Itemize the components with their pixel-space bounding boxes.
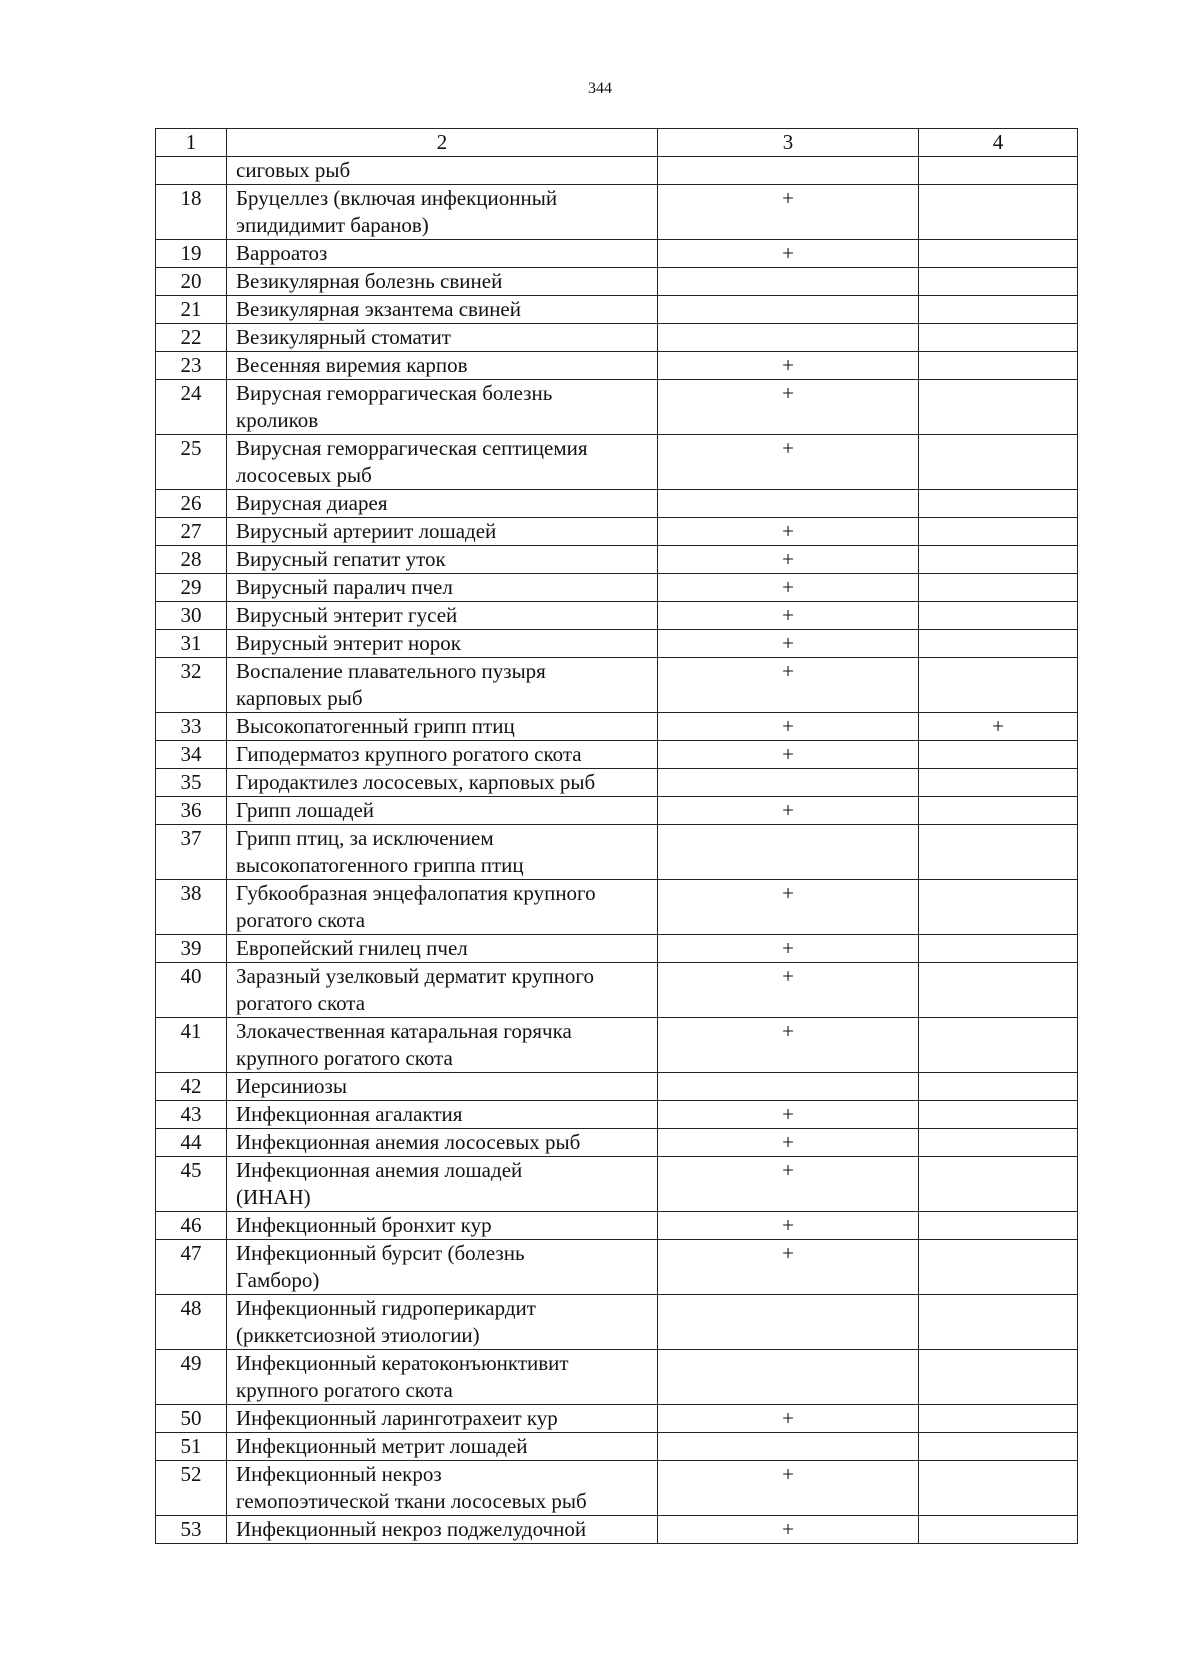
table-row <box>156 1018 1078 1073</box>
column-3-mark: + <box>658 1018 919 1073</box>
table-row <box>156 1157 1078 1212</box>
disease-name-line: Инфекционный ларинготрахеит кур <box>236 1406 558 1430</box>
column-3-mark: + <box>658 880 919 935</box>
column-3-mark: + <box>658 546 919 574</box>
disease-name-line: Весенняя виремия карпов <box>236 353 468 377</box>
disease-name-line: Бруцеллез (включая инфекционный <box>236 186 558 210</box>
table-row <box>156 546 1078 574</box>
disease-name <box>227 185 658 240</box>
table-row <box>156 797 1078 825</box>
row-number: 39 <box>156 935 227 963</box>
column-3-mark: + <box>658 185 919 240</box>
disease-name-line: Везикулярная болезнь свиней <box>236 269 503 293</box>
table-row <box>156 1240 1078 1295</box>
disease-name-line: кроликов <box>236 408 319 432</box>
disease-name-line: Грипп птиц, за исключением <box>236 826 494 850</box>
column-4-mark <box>919 574 1078 602</box>
disease-name-line: Иерсиниозы <box>236 1074 347 1098</box>
column-4-mark <box>919 1516 1078 1544</box>
column-3-mark: + <box>658 630 919 658</box>
column-4-mark <box>919 602 1078 630</box>
row-number: 32 <box>156 658 227 713</box>
disease-name <box>227 1516 658 1544</box>
disease-name-line: Инфекционная анемия лошадей <box>236 1158 523 1182</box>
column-3-mark <box>658 1073 919 1101</box>
column-3-mark: + <box>658 1405 919 1433</box>
column-4-mark <box>919 157 1078 185</box>
table-row <box>156 630 1078 658</box>
table-row <box>156 574 1078 602</box>
disease-name <box>227 324 658 352</box>
column-3-mark: + <box>658 963 919 1018</box>
table-row <box>156 185 1078 240</box>
column-4-mark <box>919 658 1078 713</box>
column-3-mark: + <box>658 658 919 713</box>
disease-name-line: карповых рыб <box>236 686 363 710</box>
disease-name-line: лососевых рыб <box>236 463 372 487</box>
column-4-mark <box>919 1073 1078 1101</box>
column-4-mark <box>919 741 1078 769</box>
table-header-row <box>156 129 1078 157</box>
column-4-mark <box>919 630 1078 658</box>
disease-table <box>155 128 1078 1544</box>
disease-name <box>227 1018 658 1073</box>
row-number: 37 <box>156 825 227 880</box>
table-row <box>156 713 1078 741</box>
row-number: 40 <box>156 963 227 1018</box>
table-row <box>156 157 1078 185</box>
column-3-mark: + <box>658 741 919 769</box>
row-number: 30 <box>156 602 227 630</box>
disease-name-line: Злокачественная катаральная горячка <box>236 1019 572 1043</box>
column-4-mark <box>919 1129 1078 1157</box>
disease-name <box>227 518 658 546</box>
disease-name <box>227 1157 658 1212</box>
column-4-mark <box>919 935 1078 963</box>
column-3-mark: + <box>658 1101 919 1129</box>
column-3-mark: + <box>658 797 919 825</box>
row-number: 22 <box>156 324 227 352</box>
disease-name <box>227 797 658 825</box>
table-row <box>156 1405 1078 1433</box>
disease-name-line: Грипп лошадей <box>236 798 374 822</box>
row-number: 28 <box>156 546 227 574</box>
disease-name <box>227 1405 658 1433</box>
column-3-mark: + <box>658 380 919 435</box>
column-3-mark: + <box>658 352 919 380</box>
column-4-mark <box>919 268 1078 296</box>
disease-name <box>227 658 658 713</box>
disease-name-line: Вирусный гепатит уток <box>236 547 446 571</box>
disease-name-line: Инфекционная анемия лососевых рыб <box>236 1130 581 1154</box>
disease-name-line: Вирусный энтерит норок <box>236 631 461 655</box>
disease-name <box>227 1240 658 1295</box>
column-3-mark: + <box>658 1212 919 1240</box>
disease-name <box>227 380 658 435</box>
disease-name-line: Вирусный энтерит гусей <box>236 603 458 627</box>
row-number: 24 <box>156 380 227 435</box>
column-3-mark: + <box>658 435 919 490</box>
disease-name-line: Вирусная геморрагическая септицемия <box>236 436 588 460</box>
disease-name-line: крупного рогатого скота <box>236 1046 453 1070</box>
disease-name-line: Вирусная геморрагическая болезнь <box>236 381 553 405</box>
disease-name <box>227 157 658 185</box>
row-number: 42 <box>156 1073 227 1101</box>
row-number: 23 <box>156 352 227 380</box>
column-4-mark <box>919 1433 1078 1461</box>
disease-name <box>227 490 658 518</box>
page-number: 344 <box>588 80 612 97</box>
column-4-mark <box>919 797 1078 825</box>
row-number: 25 <box>156 435 227 490</box>
disease-name-line: Вирусный артериит лошадей <box>236 519 497 543</box>
column-header-4: 4 <box>919 129 1078 157</box>
row-number: 51 <box>156 1433 227 1461</box>
table-row <box>156 825 1078 880</box>
disease-name <box>227 1073 658 1101</box>
table-row <box>156 518 1078 546</box>
table-row <box>156 1350 1078 1405</box>
column-3-mark: + <box>658 518 919 546</box>
column-3-mark: + <box>658 713 919 741</box>
disease-name-line: Высокопатогенный грипп птиц <box>236 714 515 738</box>
table-row <box>156 324 1078 352</box>
column-3-mark <box>658 324 919 352</box>
column-3-mark <box>658 490 919 518</box>
table-row <box>156 268 1078 296</box>
column-4-mark <box>919 185 1078 240</box>
column-4-mark <box>919 490 1078 518</box>
column-4-mark: + <box>919 713 1078 741</box>
column-4-mark <box>919 435 1078 490</box>
column-3-mark: + <box>658 574 919 602</box>
row-number: 26 <box>156 490 227 518</box>
table-row <box>156 1295 1078 1350</box>
column-3-mark: + <box>658 602 919 630</box>
disease-name-line: Инфекционный бурсит (болезнь <box>236 1241 525 1265</box>
disease-name-line: Инфекционный некроз <box>236 1462 442 1486</box>
disease-name-line: (риккетсиозной этиологии) <box>236 1323 480 1347</box>
column-4-mark <box>919 1101 1078 1129</box>
disease-name-line: рогатого скота <box>236 908 366 932</box>
disease-name-line: крупного рогатого скота <box>236 1378 453 1402</box>
disease-name <box>227 1212 658 1240</box>
table-row <box>156 296 1078 324</box>
table-row <box>156 1101 1078 1129</box>
disease-name-line: Инфекционный гидроперикардит <box>236 1296 536 1320</box>
column-4-mark <box>919 1405 1078 1433</box>
column-3-mark <box>658 769 919 797</box>
disease-name-line: Инфекционная агалактия <box>236 1102 463 1126</box>
row-number: 46 <box>156 1212 227 1240</box>
table-row <box>156 741 1078 769</box>
disease-name-line: (ИНАН) <box>236 1185 311 1209</box>
table-row <box>156 1516 1078 1544</box>
column-3-mark: + <box>658 1157 919 1212</box>
table-row <box>156 435 1078 490</box>
disease-name-line: Гамборо) <box>236 1268 320 1292</box>
column-3-mark: + <box>658 1516 919 1544</box>
disease-name-line: Инфекционный некроз поджелудочной <box>236 1517 587 1541</box>
column-4-mark <box>919 1461 1078 1516</box>
disease-name-line: Вирусный паралич пчел <box>236 575 453 599</box>
disease-name-line: Варроатоз <box>236 241 328 265</box>
column-header-1: 1 <box>156 129 227 157</box>
disease-name <box>227 268 658 296</box>
row-number: 35 <box>156 769 227 797</box>
disease-name-line: Инфекционный метрит лошадей <box>236 1434 528 1458</box>
row-number: 29 <box>156 574 227 602</box>
disease-name <box>227 1295 658 1350</box>
column-4-mark <box>919 1018 1078 1073</box>
column-4-mark <box>919 240 1078 268</box>
table-row <box>156 963 1078 1018</box>
column-3-mark: + <box>658 240 919 268</box>
row-number: 19 <box>156 240 227 268</box>
column-4-mark <box>919 1350 1078 1405</box>
row-number: 47 <box>156 1240 227 1295</box>
disease-name-line: Гиродактилез лососевых, карповых рыб <box>236 770 596 794</box>
disease-name <box>227 630 658 658</box>
column-4-mark <box>919 825 1078 880</box>
row-number: 38 <box>156 880 227 935</box>
column-3-mark <box>658 1350 919 1405</box>
column-header-3: 3 <box>658 129 919 157</box>
row-number: 43 <box>156 1101 227 1129</box>
column-4-mark <box>919 352 1078 380</box>
table-row <box>156 380 1078 435</box>
row-number: 36 <box>156 797 227 825</box>
row-number: 45 <box>156 1157 227 1212</box>
disease-name <box>227 741 658 769</box>
table-row <box>156 1073 1078 1101</box>
disease-name-line: Везикулярный стоматит <box>236 325 451 349</box>
column-4-mark <box>919 546 1078 574</box>
column-header-2: 2 <box>227 129 658 157</box>
disease-name-line: Инфекционный бронхит кур <box>236 1213 492 1237</box>
table-row <box>156 935 1078 963</box>
column-4-mark <box>919 880 1078 935</box>
disease-name <box>227 1433 658 1461</box>
row-number: 49 <box>156 1350 227 1405</box>
disease-name <box>227 825 658 880</box>
row-number: 53 <box>156 1516 227 1544</box>
row-number: 50 <box>156 1405 227 1433</box>
disease-name <box>227 1461 658 1516</box>
disease-name <box>227 546 658 574</box>
disease-name <box>227 769 658 797</box>
table-row <box>156 880 1078 935</box>
disease-name <box>227 240 658 268</box>
row-number: 44 <box>156 1129 227 1157</box>
disease-name-line: рогатого скота <box>236 991 366 1015</box>
row-number: 20 <box>156 268 227 296</box>
column-3-mark: + <box>658 1240 919 1295</box>
column-3-mark: + <box>658 935 919 963</box>
column-4-mark <box>919 518 1078 546</box>
row-number <box>156 157 227 185</box>
column-3-mark <box>658 1295 919 1350</box>
table-row <box>156 769 1078 797</box>
row-number: 34 <box>156 741 227 769</box>
column-4-mark <box>919 1240 1078 1295</box>
row-number: 41 <box>156 1018 227 1073</box>
row-number: 33 <box>156 713 227 741</box>
disease-name <box>227 1101 658 1129</box>
column-4-mark <box>919 769 1078 797</box>
disease-name <box>227 352 658 380</box>
table-row <box>156 1433 1078 1461</box>
disease-name <box>227 435 658 490</box>
table-row <box>156 352 1078 380</box>
disease-name <box>227 296 658 324</box>
row-number: 21 <box>156 296 227 324</box>
disease-name-line: Воспаление плавательного пузыря <box>236 659 546 683</box>
column-3-mark <box>658 157 919 185</box>
table-row <box>156 602 1078 630</box>
disease-name-line: гемопоэтической ткани лососевых рыб <box>236 1489 587 1513</box>
column-4-mark <box>919 1295 1078 1350</box>
column-4-mark <box>919 296 1078 324</box>
table-row <box>156 490 1078 518</box>
disease-name-line: высокопатогенного гриппа птиц <box>236 853 524 877</box>
table-row <box>156 1212 1078 1240</box>
column-4-mark <box>919 380 1078 435</box>
table-row <box>156 240 1078 268</box>
disease-name <box>227 602 658 630</box>
column-3-mark <box>658 825 919 880</box>
disease-name-line: Европейский гнилец пчел <box>236 936 468 960</box>
column-4-mark <box>919 324 1078 352</box>
disease-name <box>227 880 658 935</box>
table-body <box>156 157 1078 1544</box>
column-4-mark <box>919 1157 1078 1212</box>
row-number: 48 <box>156 1295 227 1350</box>
disease-name-line: сиговых рыб <box>236 158 351 182</box>
disease-name-line: эпидидимит баранов) <box>236 213 429 237</box>
column-4-mark <box>919 1212 1078 1240</box>
disease-name-line: Инфекционный кератоконъюнктивит <box>236 1351 569 1375</box>
row-number: 27 <box>156 518 227 546</box>
disease-name <box>227 963 658 1018</box>
column-4-mark <box>919 963 1078 1018</box>
disease-name-line: Заразный узелковый дерматит крупного <box>236 964 594 988</box>
column-3-mark <box>658 268 919 296</box>
disease-name <box>227 713 658 741</box>
row-number: 31 <box>156 630 227 658</box>
table-row <box>156 658 1078 713</box>
column-3-mark: + <box>658 1461 919 1516</box>
table-row <box>156 1129 1078 1157</box>
column-3-mark <box>658 296 919 324</box>
row-number: 18 <box>156 185 227 240</box>
disease-name-line: Вирусная диарея <box>236 491 388 515</box>
disease-name <box>227 1350 658 1405</box>
disease-name <box>227 574 658 602</box>
column-3-mark <box>658 1433 919 1461</box>
row-number: 52 <box>156 1461 227 1516</box>
table-row <box>156 1461 1078 1516</box>
disease-name-line: Гиподерматоз крупного рогатого скота <box>236 742 582 766</box>
disease-name <box>227 935 658 963</box>
disease-name-line: Губкообразная энцефалопатия крупного <box>236 881 596 905</box>
column-3-mark: + <box>658 1129 919 1157</box>
disease-name <box>227 1129 658 1157</box>
disease-name-line: Везикулярная экзантема свиней <box>236 297 521 321</box>
